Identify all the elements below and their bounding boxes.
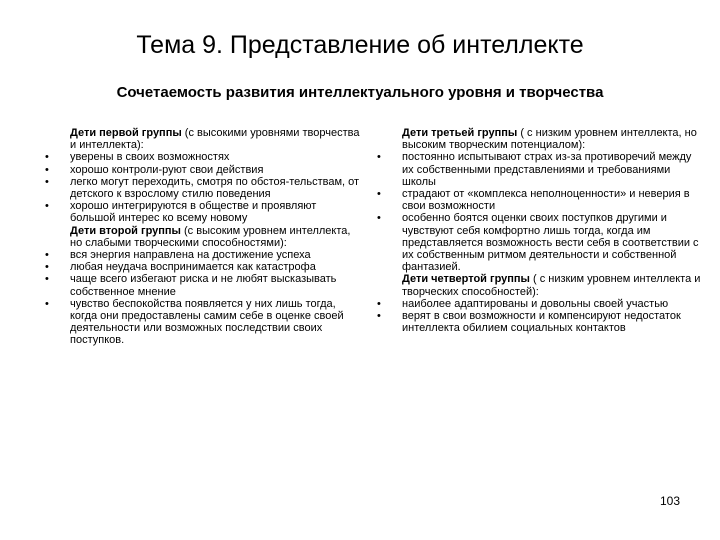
list-item: • вся энергия направлена на достижение успеха xyxy=(70,249,360,261)
group-heading-bold: Дети второй группы xyxy=(70,224,181,237)
list-item: • верят в свои возможности и компенсируют недостаток интеллекта обилием социальных контактов xyxy=(402,310,702,334)
group-heading-bold: Дети первой группы xyxy=(70,127,182,139)
list-item: • особенно боятся оценки своих поступков другими и чувствуют себя комфортно лишь тогда, когда им представляется возможность вести себя в соответствии с их собственным ритмом деятельности и собственной фантазией. xyxy=(402,212,702,273)
list-item: • постоянно испытывают страх из-за противоречий между их собственными представлениями и требованиями школы xyxy=(402,151,702,188)
group-heading-rest: ( с низким уровнем интеллекта и творческих способностей): xyxy=(402,273,701,298)
group-heading-rest: ( с низким уровнем интеллекта, но высоким творческим потенциалом): xyxy=(402,127,697,152)
slide-title: Тема 9. Представление об интеллекте xyxy=(136,31,584,59)
list-item: • любая неудача воспринимается как катастрофа xyxy=(70,261,360,273)
group-heading-bold: Дети четвертой группы xyxy=(402,273,530,286)
group-heading-second xyxy=(70,225,360,249)
list-item: • легко могут переходить, смотря по обстоя-тельствам, от детского к взрослому стилю поведения xyxy=(70,176,360,200)
list-item: • хорошо интегрируются в обществе и проявляют большой интерес ко всему новому xyxy=(70,200,360,224)
right-column xyxy=(402,127,702,334)
group-heading-third xyxy=(402,127,702,151)
slide-subtitle: Сочетаемость развития интеллектуального уровня и творчества xyxy=(116,84,604,101)
group-heading-first xyxy=(70,127,360,151)
group-heading-rest: (с высоким уровнем интеллекта, но слабыми творческими способностями): xyxy=(70,224,351,249)
list-item: • наиболее адаптированы и довольны своей участью xyxy=(402,298,702,310)
list-item: • чаще всего избегают риска и не любят высказывать собственное мнение xyxy=(70,273,360,297)
group-heading-fourth xyxy=(402,273,702,297)
list-item: • чувство беспокойства появляется у них лишь тогда, когда они предоставлены самим себе в оценке своей деятельности или возможных последствии своих поступков. xyxy=(70,298,360,347)
list-item: • хорошо контроли-руют свои действия xyxy=(70,164,360,176)
list-item: • уверены в своих возможностях xyxy=(70,151,360,163)
page-number: 103 xyxy=(659,494,680,508)
list-item: • страдают от «комплекса неполноценности» и неверия в свои возможности xyxy=(402,188,702,212)
group-heading-bold: Дети третьей группы xyxy=(402,127,518,139)
left-column xyxy=(70,127,360,347)
group-heading-rest: (с высокими уровнями творчества и интеллекта): xyxy=(70,127,360,152)
